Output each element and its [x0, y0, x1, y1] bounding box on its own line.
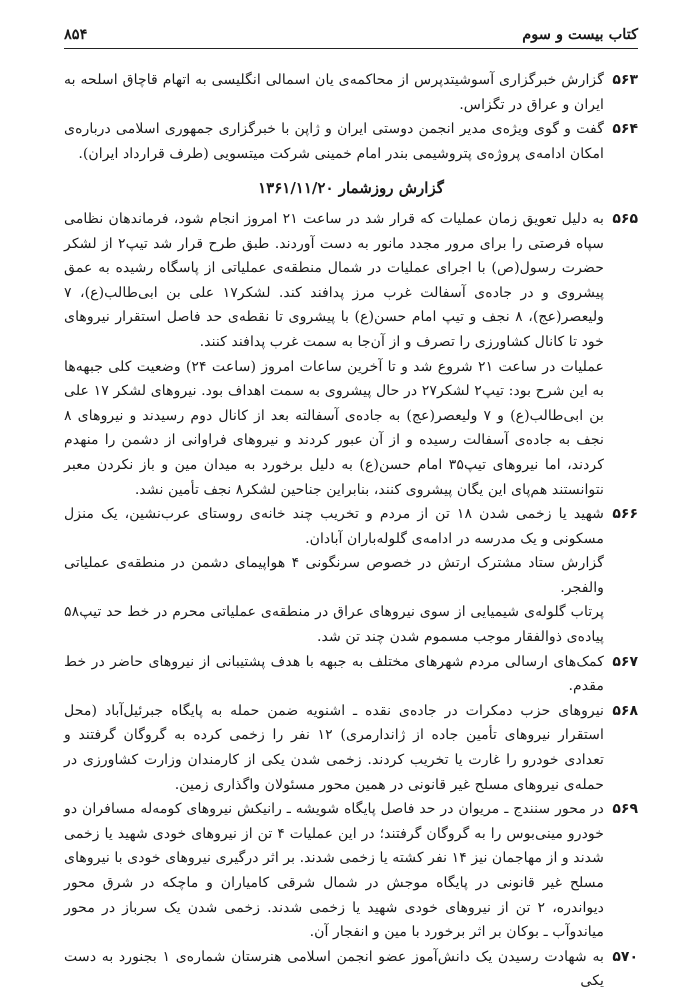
- entry-text: نیروهای حزب دمکرات در جاده‌ی نقده ـ اشنویه ضمن حمله به پایگاه جبرئیل‌آباد (محل استقرار نیروهای تأمین جاده از ژاندارمری) ۱۲ نفر را زخمی کرده به گروگان گرفتند و تعدادی خودرو را غارت یا تخریب کردند. زخمی شدن یکی از کارمندان وزارت کشاورزی در حمله‌ی نیروهای مسلح غیر قانونی در همین محور مسئولان واگذاری زمین.: [64, 702, 604, 793]
- entry-text: به شهادت رسیدن یک دانش‌آموز عضو انجمن اسلامی هنرستان شماره‌ی ۱ بجنورد به دست یکی: [64, 948, 604, 990]
- entry-text: گزارش خبرگزاری آسوشیتدپرس از محاکمه‌ی یان اسمالی انگلیسی به اتهام قاچاق اسلحه به ایران و عراق در تگزاس.: [64, 72, 604, 113]
- entry-number: ۵۶۶: [612, 506, 638, 523]
- page-number: ۸۵۴: [64, 26, 88, 43]
- entry-text: کمک‌های ارسالی مردم شهرهای مختلف به جبهه با هدف پشتیبانی از نیروهای حاضر در خط مقدم.: [64, 653, 604, 695]
- entry-number: ۵۶۳: [612, 72, 638, 88]
- section-heading: گزارش روزشمار ۱۳۶۱/۱۱/۲۰: [258, 179, 444, 198]
- entry-566-continuation-2: پرتاب گلوله‌ی شیمیایی از سوی نیروهای عراق در منطقه‌ی عملیاتی محرم در خط حد تیپ۵۸ پیاده‌ی ذوالفقار موجب مسموم شدن چند تن شد.: [64, 604, 604, 646]
- entry-number: ۵۶۴: [612, 121, 638, 138]
- entry-text: شهید یا زخمی شدن ۱۸ تن از مردم و تخریب چند خانه‌ی روستای عرب‌نشین، یک منزل مسکونی و یک مدرسه در ادامه‌ی گلوله‌باران آبادان.: [64, 506, 604, 547]
- entry-566-continuation-1: گزارش ستاد مشترک ارتش در خصوص سرنگونی ۴ هواپیمای دشمن در منطقه‌ی عملیاتی والفجر.: [64, 555, 605, 596]
- page-content: [64, 68, 638, 994]
- entry-565: [64, 207, 638, 355]
- entry-number: ۵۶۸: [612, 702, 638, 719]
- entry-568: [64, 699, 638, 797]
- entry-number: ۵۶۹: [612, 801, 638, 818]
- entry-566: [64, 502, 638, 551]
- running-header: [64, 24, 638, 49]
- entry-567: [64, 650, 638, 699]
- entry-text: به دلیل تعویق زمان عملیات که قرار شد در ساعت ۲۱ امروز انجام شود، فرماندهان نظامی سپاه فرصتی را برای مرور مجدد مانور به دست آوردند. طبق طرح قرار شد تیپ۲ از لشکر حضرت رسول(ص) با اجرای عملیات در شمال منطقه‌ی عملیاتی از پاسگاه رشیده به عمق پیشروی و در جاده‌ی آسفالت غرب مرز پدافند کند. لشکر۱۷ علی بن ابی‌طالب(ع)، ۷ ولیعصر(عج)، ۸ نجف و تیپ امام حسن(ع) با پیشروی تا نقطه‌ی حد فاصل استقرار نیروهای خود تا کانال کشاورزی را تصرف و از آن‌جا به سمت غرب پدافند کنند.: [64, 210, 604, 350]
- entry-569: [64, 797, 638, 945]
- entry-570: [64, 945, 638, 994]
- entry-text: در محور سنندج ـ مریوان در حد فاصل پایگاه شویشه ـ رانیکش نیروهای کومه‌له مسافران دو خودرو مینی‌بوس را به گروگان گرفتند؛ در این عملیات ۴ تن از نیروهای خودی شهید یا زخمی شدند و از مهاجمان نیز ۱۴ نفر کشته یا زخمی شدند. بر اثر درگیری نیروهای خودی با نیروهای مسلح غیر قانونی در پایگاه موجش در شمال شرقی کامیاران و ماچکه در شرق محور دیواندره، ۲ تن از نیروهای خودی شهید یا زخمی شدند. زخمی شدن یک سرباز در محور میاندوآب ـ بوکان بر اثر برخورد با مین و انفجار آن.: [63, 801, 605, 941]
- entry-number: ۵۷۰: [612, 948, 638, 965]
- entry-563: [64, 68, 638, 117]
- entry-text: گفت و گوی ویژه‌ی مدیر انجمن دوستی ایران و ژاپن با خبرگزاری جمهوری اسلامی درباره‌ی امکان ادامه‌ی پروژه‌ی پتروشیمی بندر امام خمینی شرکت میتسویی (طرف قرارداد ایران).: [64, 121, 604, 162]
- book-title: کتاب بیست و سوم: [522, 26, 638, 43]
- entry-number: ۵۶۷: [612, 653, 638, 670]
- entry-564: [64, 117, 638, 166]
- entry-number: ۵۶۵: [612, 210, 638, 227]
- entry-565-continuation: عملیات در ساعت ۲۱ شروع شد و تا آخرین ساعات امروز (ساعت ۲۴) وضعیت کلی جبهه‌ها به این شرح بود: تیپ۲ لشکر۲۷ در حال پیشروی به سمت اهداف بود. نیروهای لشکر ۱۷ علی بن ابی‌طالب(ع) و ۷ ولیعصر(عج) به جاده‌ی آسفالته بعد از کانال دوم رسیدند و نیروهای ۸ نجف به جاده‌ی آسفالت رسیده و از آن عبور کردند و نیروهای فراوانی از دشمن را منهدم کردند، اما نیروهای تیپ۳۵ امام حسن(ع) به دلیل برخورد به میدان مین و باز نکردن معبر نتوانستند هم‌پای این یگان پیشروی کنند، بنابراین جناحین لشکر۸ نجف تأمین نشد.: [64, 358, 604, 498]
